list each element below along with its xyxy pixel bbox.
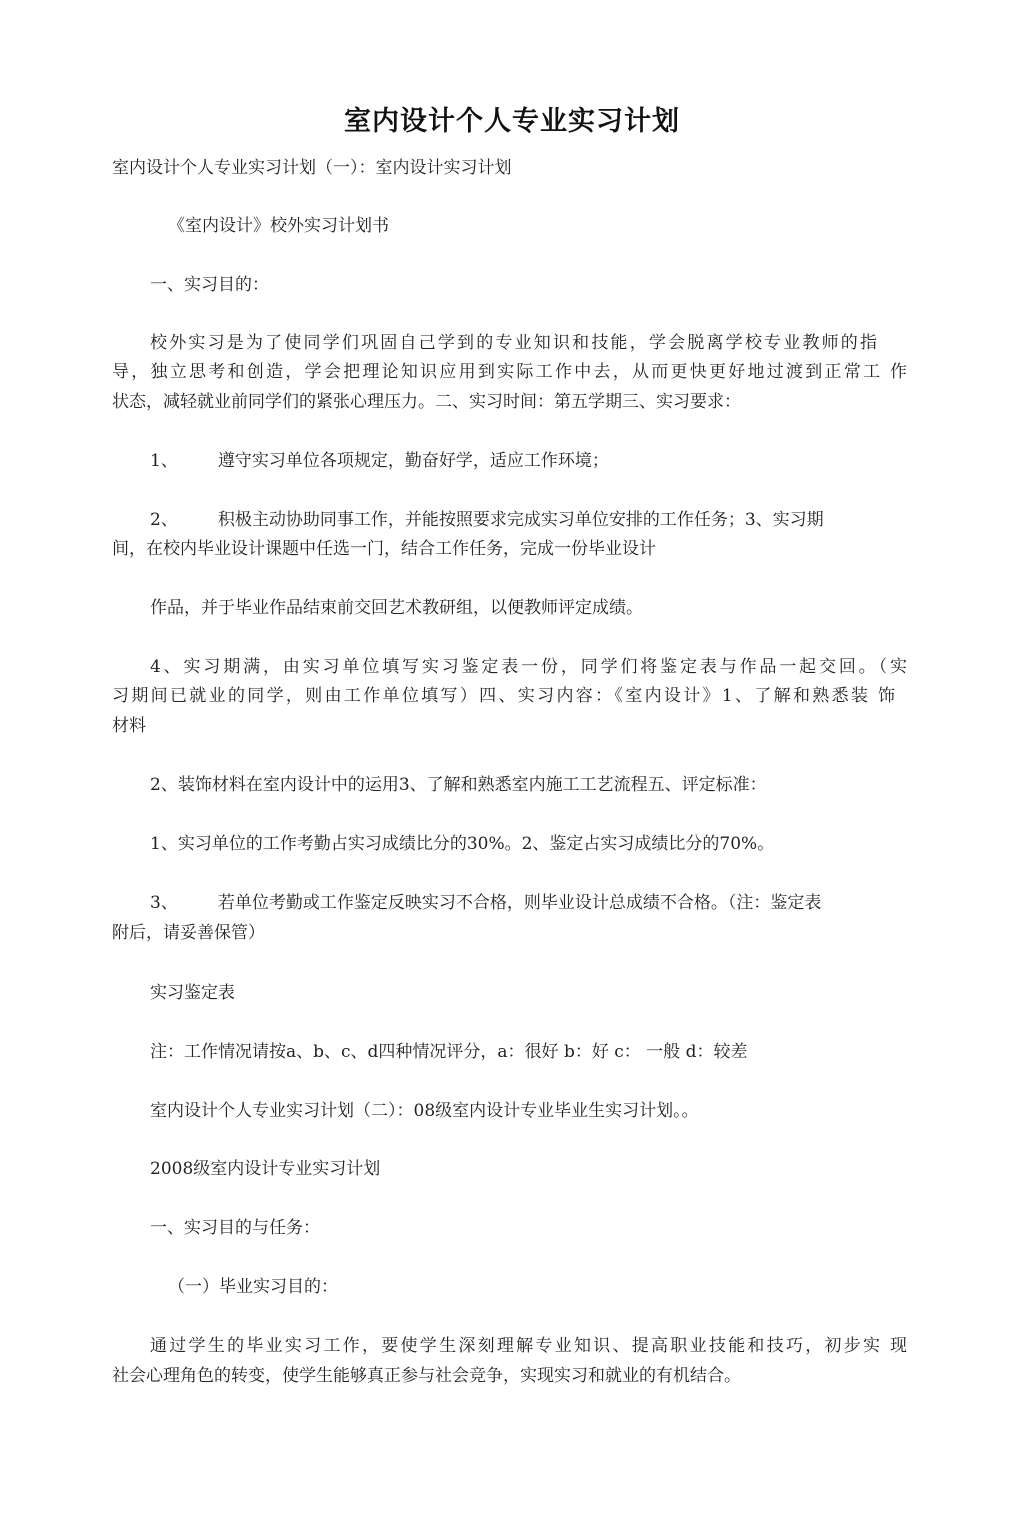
paragraph-line: 校外实习是为了使同学们巩固自己学到的专业知识和技能，学会脱离学校专业教师的指 [150, 333, 877, 353]
paragraph-line: 导，独立思考和创造，学会把理论知识应用到实际工作中去，从而更快更好地过渡到正常工 作 [112, 362, 907, 382]
list-item-2 [150, 504, 824, 536]
subtitle-part-two: 室内设计个人专业实习计划（二）：08级室内设计专业毕业生实习计划。。 [150, 1101, 699, 1121]
paragraph-line: 作品，并于毕业作品结束前交回艺术教研组，以便教师评定成绩。 [150, 598, 643, 618]
paragraph-line: 通过学生的毕业实习工作，要使学生深刻理解专业知识、提高职业技能和技巧，初步实 现 [150, 1336, 907, 1356]
paragraph-line: 状态，减轻就业前同学们的紧张心理压力。二、实习时间：第五学期三、实习要求： [112, 392, 741, 412]
list-number: 3、 [150, 893, 178, 913]
paragraph-line: 2、装饰材料在室内设计中的运用3、了解和熟悉室内施工工艺流程五、评定标准： [150, 775, 767, 795]
list-text: 若单位考勤或工作鉴定反映实习不合格，则毕业设计总成绩不合格。（注：鉴定表 [217, 893, 822, 913]
subtitle-part-one: 室内设计个人专业实习计划（一）：室内设计实习计划 [112, 158, 512, 178]
list-text: 积极主动协助同事工作，并能按照要求完成实习单位安排的工作任务；3、实习期 [217, 510, 824, 530]
paragraph-line: 1、实习单位的工作考勤占实习成绩比分的30%。2、鉴定占实习成绩比分的70%。 [150, 834, 775, 854]
plan-2008-heading: 2008级室内设计专业实习计划 [150, 1159, 381, 1179]
list-number: 1、 [150, 451, 178, 471]
list-item-1 [150, 445, 609, 477]
document-title: 室内设计个人专业实习计划 [344, 106, 680, 137]
rating-note: 注：工作情况请按a、b、c、d四种情况评分，a：很好 b：好 c： 一般 d：较差 [150, 1042, 748, 1062]
paragraph-line: 社会心理角色的转变，使学生能够真正参与社会竞争，实现实习和就业的有机结合。 [112, 1366, 741, 1386]
section-heading-purpose-task: 一、实习目的与任务： [150, 1218, 320, 1238]
paragraph-line: 习期间已就业的同学，则由工作单位填写）四、实习内容：《室内设计》1、了解和熟悉装 饰 [112, 686, 895, 706]
paragraph-line: 附后，请妥善保管） [112, 923, 265, 943]
paragraph-line: 4、实习期满，由实习单位填写实习鉴定表一份，同学们将鉴定表与作品一起交回。（实 [150, 657, 907, 677]
list-text: 遵守实习单位各项规定，勤奋好学，适应工作环境； [217, 451, 609, 471]
subsection-heading: （一）毕业实习目的： [168, 1277, 338, 1297]
list-item-3 [150, 887, 821, 919]
paragraph-line: 材料 [112, 716, 146, 736]
paragraph-line: 间，在校内毕业设计课题中任选一门，结合工作任务，完成一份毕业设计 [112, 539, 656, 559]
list-number: 2、 [150, 510, 178, 530]
plan-book-heading: 《室内设计》校外实习计划书 [168, 216, 389, 236]
appraisal-form-heading: 实习鉴定表 [150, 983, 235, 1003]
section-heading-purpose: 一、实习目的： [150, 275, 269, 295]
